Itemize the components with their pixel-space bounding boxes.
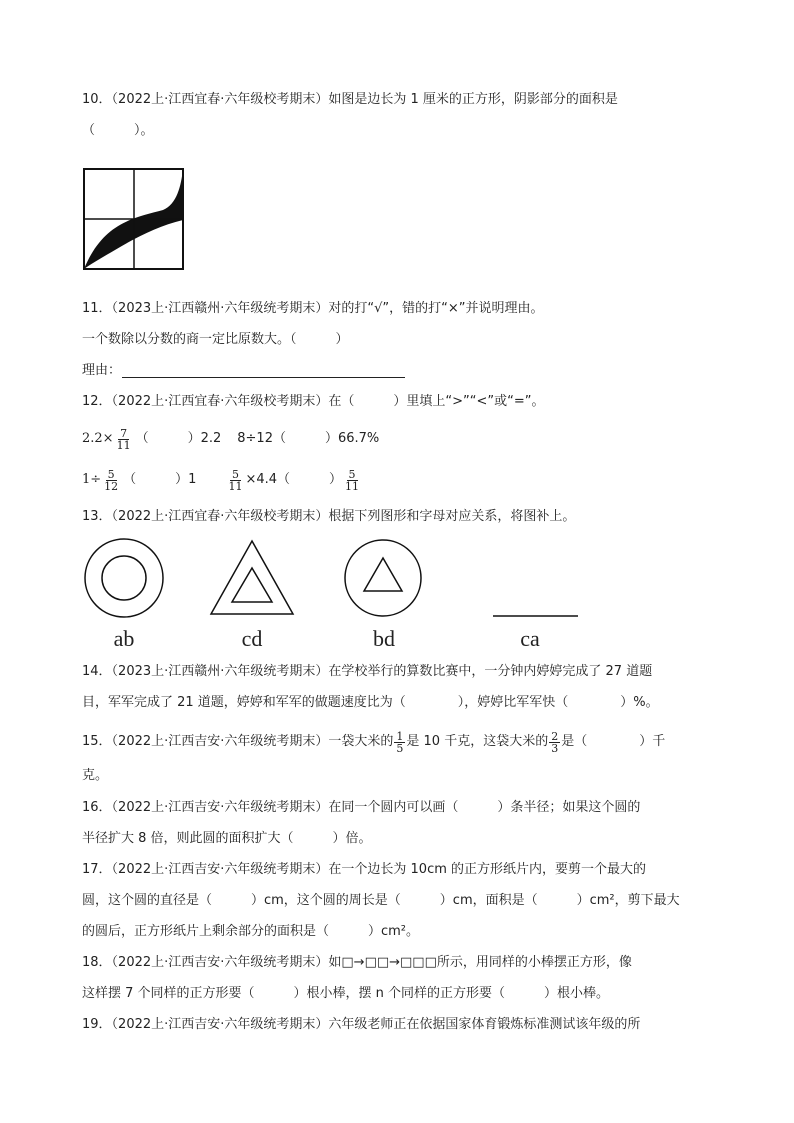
q17-line3: 的圆后，正方形纸片上剩余部分的面积是（ ）cm²。 [82,924,420,939]
figure-bd-triangle [364,558,402,591]
q19-line1: 19．（2022上·江西吉安·六年级统考期末）六年级老师正在依据国家体育锻炼标准测试该年级的所 [82,1017,641,1032]
q12-expr2: 8÷12（ ）66.7% [237,431,380,446]
q15-line2: 克。 [82,768,109,783]
q12-e3-pre: 1÷ [82,472,102,487]
q15-frac2: $\frac{2}{3}$ [551,729,559,755]
q12-e4-frac2: $\frac{5}{11}$ [345,467,360,493]
q14-line1: 14．（2023上·江西赣州·六年级统考期末）在学校举行的算数比赛中，一分钟内婷婷完成了 27 道题 [82,664,653,679]
q15-mid: 是 10 千克，这袋大米的 [406,734,549,749]
q12-expr3 [82,462,362,498]
q12-e3-post: （ ）1 [123,472,197,487]
q11-reason-line [122,377,405,378]
q13-label-ca: ca [520,626,540,651]
q12-e1-frac: $\frac{7}{11}$ [116,426,131,452]
q12-line1: 12．（2022上·江西宜春·六年级校考期末）在（ ）里填上“>”“<”或“=”。 [82,394,545,409]
figure-cd-outer-triangle [211,541,293,614]
q15-post: 是（ ）千 [561,734,666,749]
q16-line2: 半径扩大 8 倍，则此圆的面积扩大（ ）倍。 [82,831,372,846]
q12-expr1 [82,421,379,457]
q10-line1: 10．（2022上·江西宜春·六年级校考期末）如图是边长为 1 厘米的正方形，阴影部分的面积是 [82,92,618,107]
q16-line1: 16．（2022上·江西吉安·六年级统考期末）在同一个圆内可以画（ ）条半径；如果这个圆的 [82,800,641,815]
q17-line1: 17．（2022上·江西吉安·六年级统考期末）在一个边长为 10cm 的正方形纸片内，要剪一个最大的 [82,862,647,877]
q12-e1-pre: 2.2× [82,431,114,446]
q10-square-figure [83,168,185,271]
q15-pre: 15．（2022上·江西吉安·六年级统考期末）一袋大米的 [82,734,394,749]
q14-line2: 目，军军完成了 21 道题，婷婷和军军的做题速度比为（ ），婷婷比军军快（ ）%。 [82,695,659,710]
figure-ab-inner-circle [102,556,146,600]
q11-line2: 一个数除以分数的商一定比原数大。（ ） [82,332,349,347]
q13-label-cd: cd [241,626,263,651]
q11-reason-label: 理由： [82,363,122,378]
q12-e1-post: （ ）2.2 [135,431,222,446]
q18-line2: 这样摆 7 个同样的正方形要（ ）根小棒，摆 n 个同样的正方形要（ ）根小棒。 [82,986,610,1001]
q13-label-ab: ab [113,626,135,651]
q13-line1: 13．（2022上·江西宜春·六年级校考期末）根据下列图形和字母对应关系，将图补上。 [82,509,576,524]
q10-line2: （ ）。 [82,123,154,138]
q15-frac1: $\frac{1}{5}$ [396,729,404,755]
figure-cd-inner-triangle [232,568,272,602]
figure-bd-circle [345,540,421,616]
q11-line1: 11．（2023上·江西赣州·六年级统考期末）对的打“√”，错的打“×”并说明理由。 [82,301,544,316]
q15-line1 [82,724,665,760]
q12-e3-frac: $\frac{5}{12}$ [104,467,119,493]
q13-figures [80,538,600,620]
q18-line1: 18．（2022上·江西吉安·六年级统考期末）如□→□□→□□□所示，用同样的小棒摆正方形，像 [82,955,632,970]
figure-ab-outer-circle [85,539,163,617]
q17-line2: 圆，这个圆的直径是（ ）cm，这个圆的周长是（ ）cm，面积是（ ）cm²，剪下最大 [82,893,680,908]
q12-e4-frac: $\frac{5}{11}$ [228,467,243,493]
q13-label-bd: bd [373,626,395,651]
q12-e4-mid: ×4.4（ ） [245,472,343,487]
